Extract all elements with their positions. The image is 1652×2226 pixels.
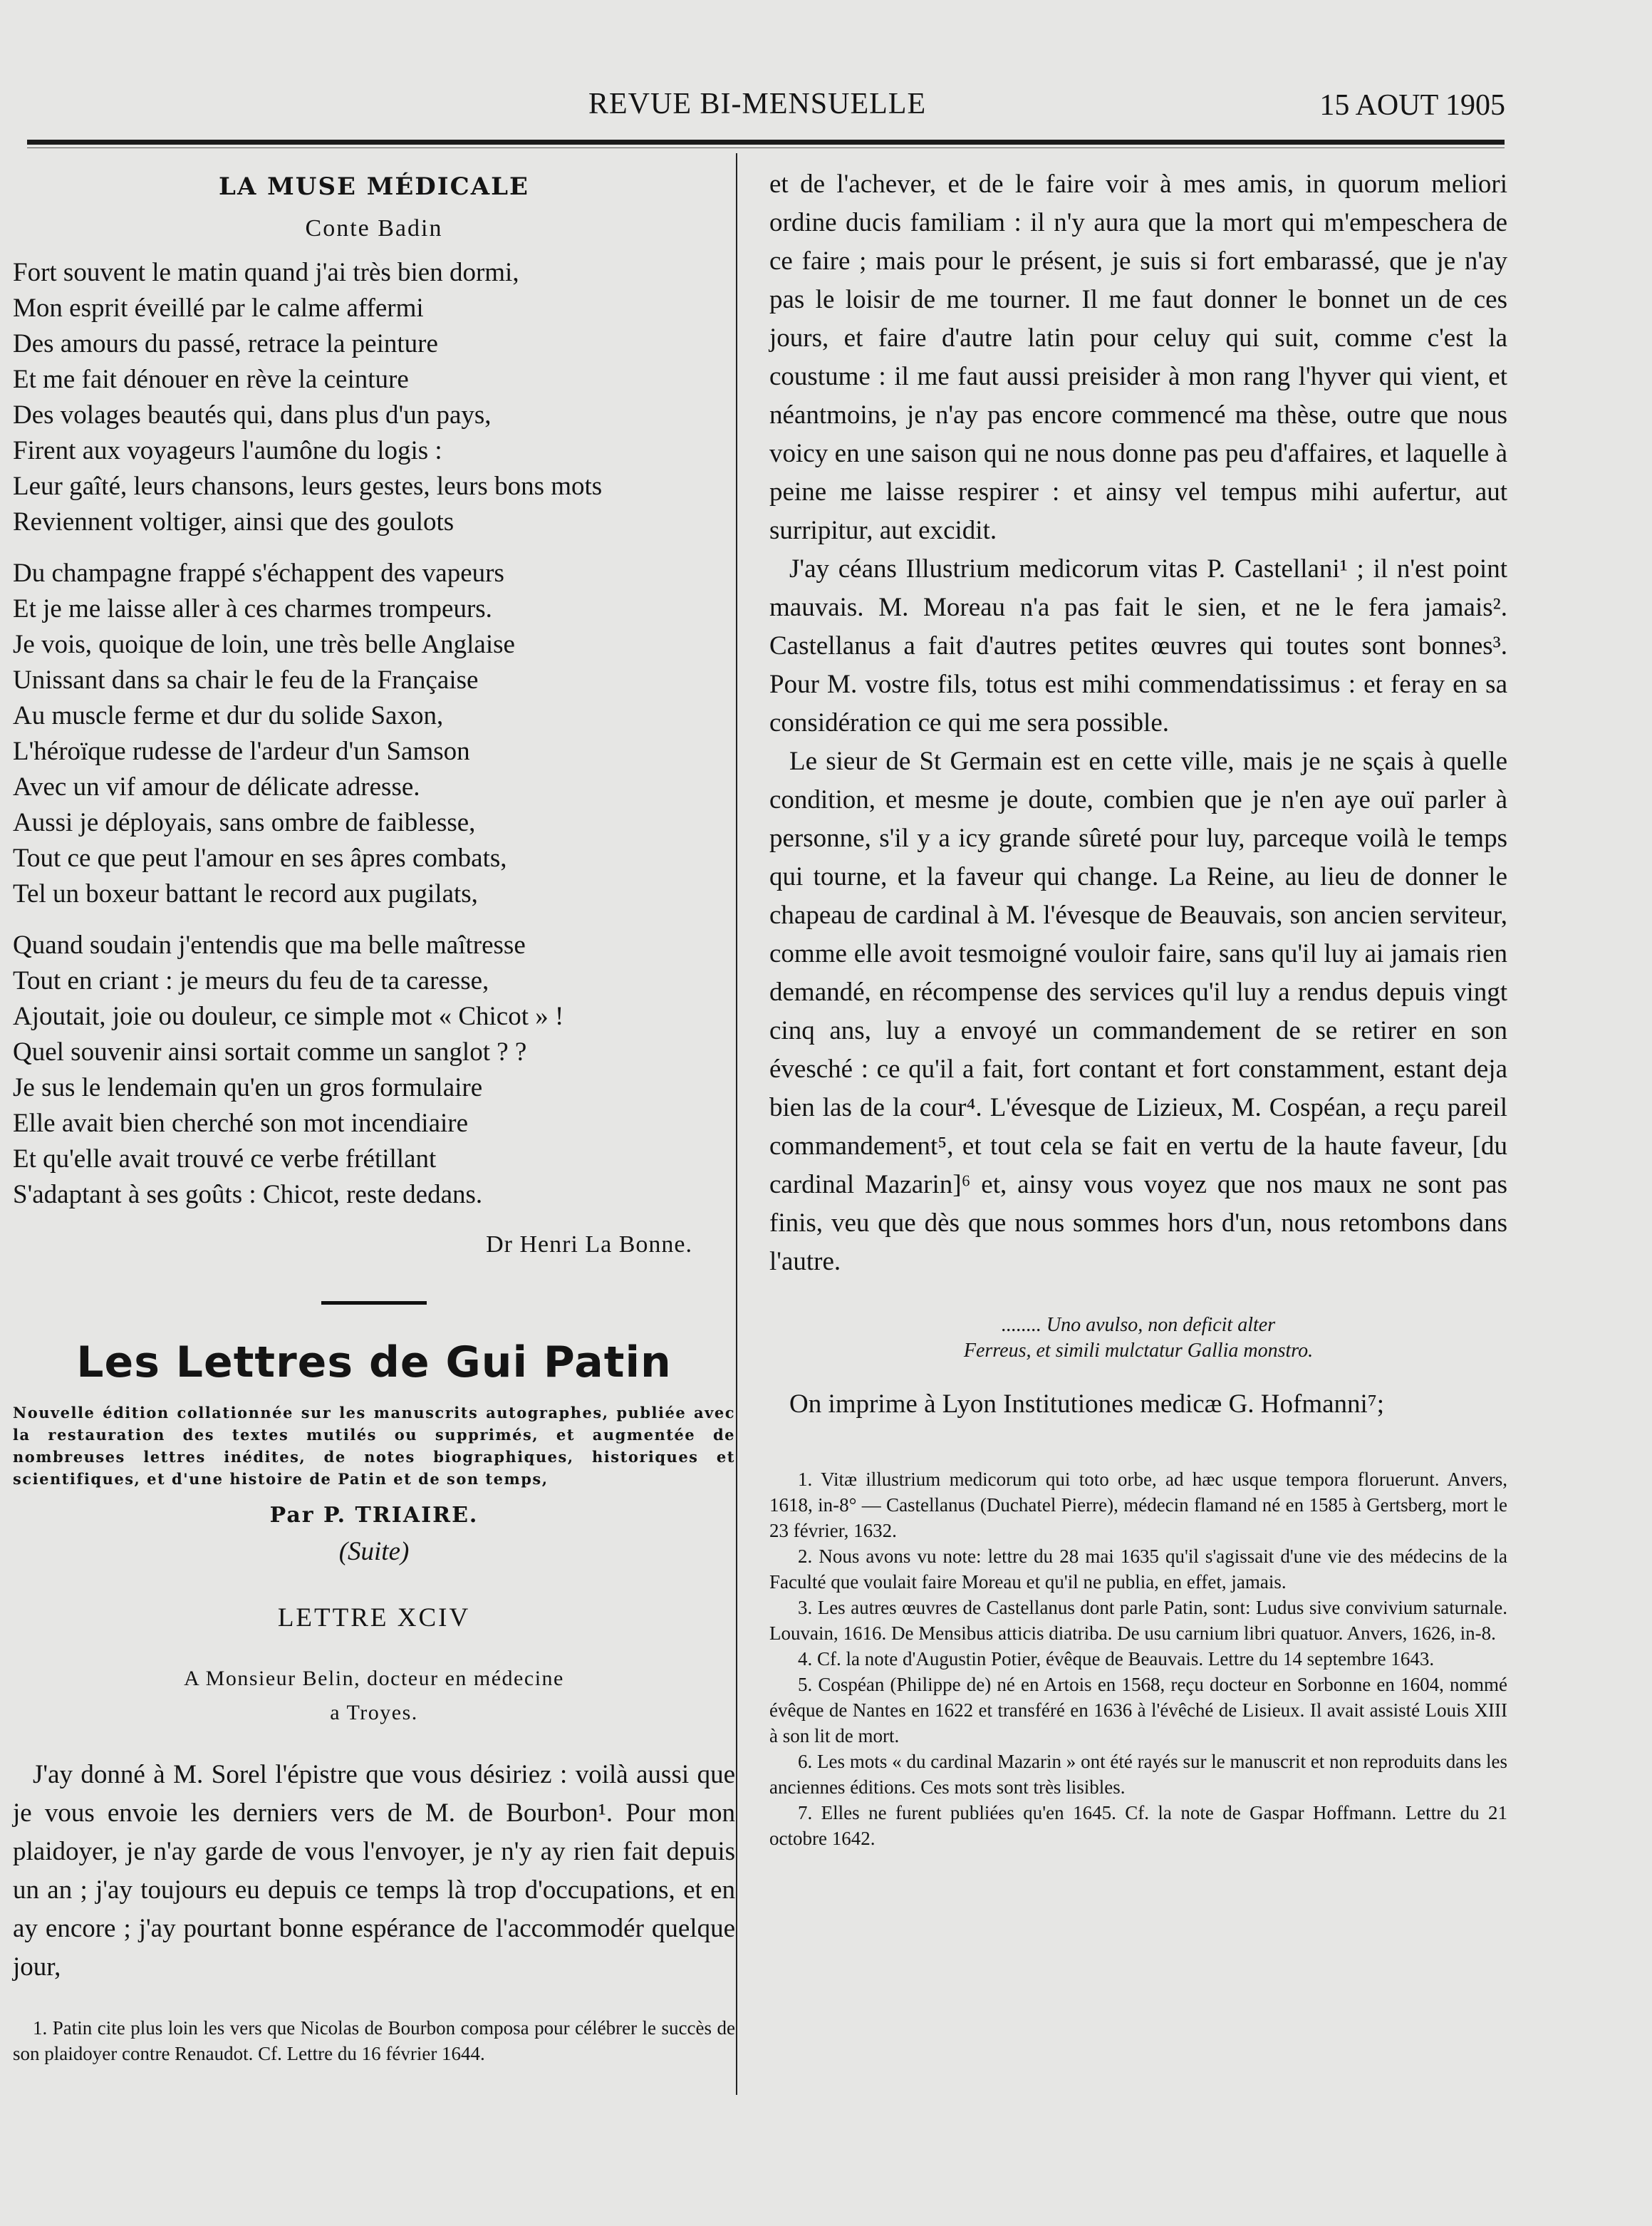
article-suite: (Suite)	[338, 1537, 410, 1566]
poem-stanza-3	[13, 928, 735, 1213]
header-rule	[27, 140, 1505, 145]
poem-line: Unissant dans sa chair le feu de la Française	[13, 666, 479, 695]
article-byline: Par P. TRIAIRE.	[269, 1503, 479, 1528]
body-paragraph: et de l'achever, et de le faire voir à mes amis, in quorum meliori ordine ducis familiam : il n'y aura que la mort qui m'empeschera de ce faire ; mais pour le présent, je suis si fort embarassé, que je n'ay pas le loisir de me tourner. Il me faut donner le bonnet un de ces jours, et faire d'autre latin pour celuy qui suit, comme c'est la coustume : il me faut aussi preisider à mon rang l'hyver qui vient, et néantmoins, je n'ay pas encore commencé ma thèse, outre que nous voicy en une saison qui ne nous donne pas peu d'affaires, et laquelle à peine me laisse respirer : et ainsy vel tempus mihi aufertur, aut surripitur, aut excidit.	[769, 170, 1507, 545]
body-paragraph: On imprime à Lyon Institutiones medicæ G. Hofmanni⁷;	[789, 1389, 1385, 1419]
poem-line: Et qu'elle avait trouvé ce verbe frétillant	[13, 1144, 437, 1174]
footnote: 1. Vitæ illustrium medicorum qui toto orbe, ad hæc usque tempora floruerunt. Anvers, 1618, in-8° — Castellanus (Duchatel Pierre), médecin flamand né en 1585 à Gertsberg, mort le 23 février, 1632.	[769, 1469, 1507, 1541]
body-paragraph: J'ay donné à M. Sorel l'épistre que vous désiriez : voilà aussi que je vous envoie les derniers vers de M. de Bourbon¹. Pour mon plaidoyer, je n'ay garde de vous l'envoyer, je n'y ay rien fait depuis un an ; j'ay toujours eu depuis ce temps là trop d'occupations, et en ay encore ; j'ay pourtant bonne espérance de l'accommodér quelque jour,	[13, 1760, 735, 1982]
quote-line: Ferreus, et simili mulctatur Gallia monstro.	[963, 1340, 1314, 1362]
journal-title: REVUE BI-MENSUELLE	[588, 88, 927, 120]
poem-line: Quand soudain j'entendis que ma belle maîtresse	[13, 931, 526, 960]
poem-line: Fort souvent le matin quand j'ai très bien dormi,	[13, 258, 519, 287]
poem-line: Firent aux voyageurs l'aumône du logis :	[13, 436, 442, 465]
poem-stanza-1	[13, 255, 735, 540]
article-subtitle: Nouvelle édition collationnée sur les manuscrits autographes, publiée avec la restauration des textes mutilés ou supprimés, et augmentée de nombreuses lettres inédites, de notes biographiques, historiques et scientifiques, et d'une histoire de Patin et de son temps,	[13, 1404, 735, 1488]
page-header	[0, 0, 1652, 153]
letter-body-left	[13, 1756, 735, 1987]
issue-date: 15 AOUT 1905	[1319, 89, 1505, 122]
poem-line: Et je me laisse aller à ces charmes trompeurs.	[13, 594, 492, 623]
letter-addressee	[13, 1662, 735, 1730]
poem-line: Reviennent voltiger, ainsi que des goulots	[13, 507, 454, 537]
right-column	[769, 165, 1507, 1851]
footnotes-left	[13, 2015, 735, 2066]
poem-line: Et me fait dénouer en rève la ceinture	[13, 365, 409, 394]
poem-line: Du champagne frappé s'échappent des vapeurs	[13, 559, 504, 588]
footnote: 5. Cospéan (Philippe de) né en Artois en 1568, reçu docteur en Sorbonne en 1604, nommé évêque de Nantes en 1622 et transféré en 1636 à l'évêché de Lisieux. Il avait assisté Louis XIII à son lit de mort.	[769, 1674, 1507, 1746]
poem-signature: Dr Henri La Bonne.	[486, 1231, 692, 1258]
footnotes-right	[769, 1466, 1507, 1851]
poem-line: Je vois, quoique de loin, une très belle Anglaise	[13, 630, 515, 659]
poem-subtitle: Conte Badin	[305, 215, 443, 242]
poem-stanza-2	[13, 556, 735, 912]
section-separator	[321, 1301, 427, 1305]
footnote: 6. Les mots « du cardinal Mazarin » ont été rayés sur le manuscrit et non reproduits dans les anciennes éditions. Ces mots sont très lisibles.	[769, 1751, 1507, 1798]
letter-body-right	[769, 165, 1507, 1281]
poem-line: Tout ce que peut l'amour en ses âpres combats,	[13, 844, 507, 873]
body-paragraph: Le sieur de St Germain est en cette ville, mais je ne sçais à quelle condition, et mesme je doute, combien que je n'en aye ouï parler à personne, s'il y a icy grande sûreté pour luy, parceque voilà le temps qui tourne, et la faveur qui change. La Reine, au lieu de donner le chapeau de cardinal à M. l'évesque de Beauvais, son ancien serviteur, comme elle avoit tesmoigné vouloir faire, sans qu'il luy ai jamais rien demandé, en récompense des services qu'il luy a rendus depuis vingt cinq ans, luy a envoyé un commandement de se retirer en son évesché : ce qu'il a fait, fort contant et fort constamment, estant deja bien las de la cour⁴. L'évesque de Lizieux, M. Cospéan, a reçu pareil commandement⁵, et tout cela se fait en vertu de la haute faveur, [du cardinal Mazarin]⁶ et, ainsy vous voyez que nos maux ne sont pas finis, veu que dès que nous sommes hors d'un, nous retombons dans l'autre.	[769, 747, 1507, 1276]
poem-line: Avec un vif amour de délicate adresse.	[13, 772, 420, 802]
poem-section-title: LA MUSE MÉDICALE	[219, 172, 529, 201]
latin-quote	[769, 1313, 1507, 1364]
header-rule-thin	[27, 147, 1505, 148]
left-column	[13, 165, 735, 2066]
poem	[13, 255, 735, 1213]
poem-line: Leur gaîté, leurs chansons, leurs gestes, leurs bons mots	[13, 472, 603, 501]
letter-number: LETTRE XCIV	[277, 1603, 471, 1632]
body-paragraph: J'ay céans Illustrium medicorum vitas P. Castellani¹ ; il n'est point mauvais. M. Moreau n'a pas fait le sien, et ne le fera jamais². Castellanus a fait d'autres petites œuvres qui toutes sont bonnes³. Pour M. vostre fils, totus est mihi commendatissimus : et feray en sa considération ce qui me sera possible.	[769, 554, 1507, 737]
poem-line: Je sus le lendemain qu'en un gros formulaire	[13, 1073, 483, 1102]
poem-line: L'héroïque rudesse de l'ardeur d'un Samson	[13, 737, 470, 766]
poem-line: S'adaptant à ses goûts : Chicot, reste dedans.	[13, 1180, 483, 1209]
addressee-line: a Troyes.	[330, 1701, 418, 1724]
poem-line: Ajoutait, joie ou douleur, ce simple mot « Chicot » !	[13, 1002, 564, 1031]
footnote: 2. Nous avons vu note: lettre du 28 mai 1635 qu'il s'agissait d'une vie des médecins de la Faculté que voulait faire Moreau et qu'il ne publia, en effet, jamais.	[769, 1546, 1507, 1593]
poem-line: Aussi je déployais, sans ombre de faiblesse,	[13, 808, 476, 837]
footnote: 1. Patin cite plus loin les vers que Nicolas de Bourbon composa pour célébrer le succès de son plaidoyer contre Renaudot. Cf. Lettre du 16 février 1644.	[13, 2017, 735, 2064]
poem-line: Mon esprit éveillé par le calme affermi	[13, 294, 424, 323]
poem-line: Des amours du passé, retrace la peinture	[13, 329, 438, 358]
poem-line: Des volages beautés qui, dans plus d'un pays,	[13, 400, 492, 430]
article-title: Les Lettres de Gui Patin	[76, 1337, 672, 1387]
poem-line: Au muscle ferme et dur du solide Saxon,	[13, 701, 444, 730]
column-divider	[736, 153, 737, 2095]
footnote: 4. Cf. la note d'Augustin Potier, évêque de Beauvais. Lettre du 14 septembre 1643.	[798, 1648, 1435, 1670]
poem-line: Tout en criant : je meurs du feu de ta caresse,	[13, 966, 489, 995]
quote-line: ........ Uno avulso, non deficit alter	[1001, 1314, 1276, 1336]
poem-line: Elle avait bien cherché son mot incendiaire	[13, 1109, 469, 1138]
addressee-line: A Monsieur Belin, docteur en médecine	[184, 1667, 564, 1690]
footnote: 3. Les autres œuvres de Castellanus dont parle Patin, sont: Ludus sive convivium saturnale. Louvain, 1616. De Mensibus atticis diatriba. De usu carnium libri quatuor. Anvers, 1626, in-8.	[769, 1597, 1507, 1644]
footnote: 7. Elles ne furent publiées qu'en 1645. Cf. la note de Gaspar Hoffmann. Lettre du 21 octobre 1642.	[769, 1802, 1507, 1849]
poem-line: Quel souvenir ainsi sortait comme un sanglot ? ?	[13, 1037, 527, 1067]
closing-line-block	[769, 1385, 1507, 1424]
poem-line: Tel un boxeur battant le record aux pugilats,	[13, 879, 478, 908]
